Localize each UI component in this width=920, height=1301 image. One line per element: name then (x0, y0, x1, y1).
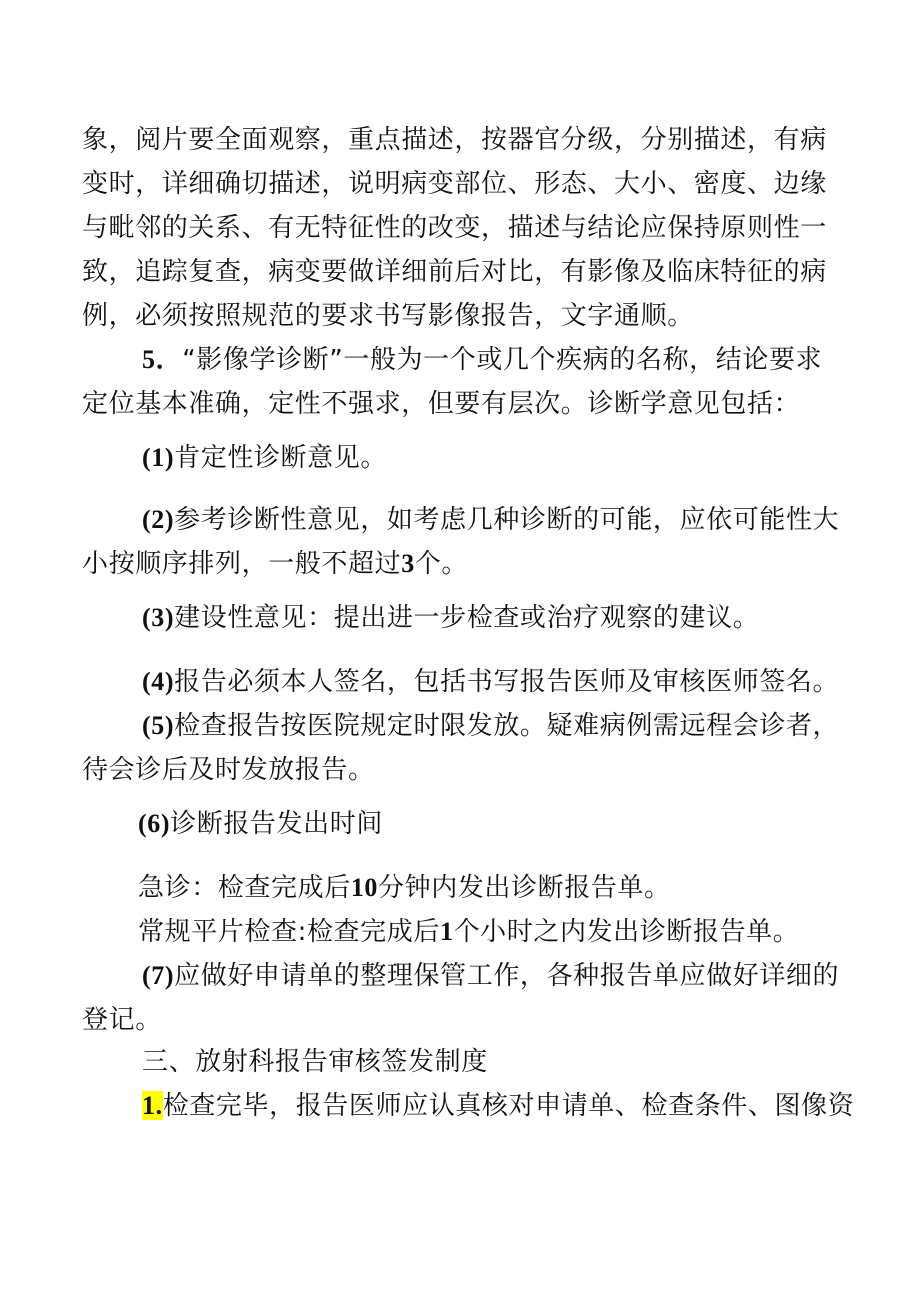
sub-item-1-text: 肯定性诊断意见。 (174, 443, 387, 473)
emergency-minutes: 10 (350, 873, 379, 902)
sub-item-5-line-1 (142, 708, 839, 744)
sub-item-1 (142, 440, 387, 476)
routine-hours: 1 (439, 917, 454, 946)
sub-item-7-number: (7) (142, 961, 175, 990)
emergency-time (138, 870, 671, 906)
sub-item-7-line-1 (142, 958, 839, 994)
item-5-text: “影像学诊断”一般为一个或几个疾病的名称，结论要求 (182, 345, 823, 375)
sub-item-6 (138, 806, 383, 842)
routine-time (138, 914, 799, 950)
sub-item-3-number: (3) (142, 603, 175, 632)
continuation-line-4: 致，追踪复查，病变要做详细前后对比，有影像及临床特征的病 (82, 257, 827, 287)
section-3-item-1-number: 1. (142, 1091, 163, 1120)
continuation-line-3: 与毗邻的关系、有无特征性的改变，描述与结论应保持原则性一 (82, 213, 827, 243)
sub-item-6-text: 诊断报告发出时间 (170, 809, 383, 839)
sub-item-6-number: (6) (138, 809, 171, 838)
sub-item-2-line-2-post: 个。 (414, 549, 469, 579)
sub-item-7-text: 应做好申请单的整理保管工作，各种报告单应做好详细的 (174, 961, 840, 991)
sub-item-5-text: 检查报告按医院规定时限发放。疑难病例需远程会诊者， (174, 711, 840, 741)
item-5-line-1 (142, 342, 822, 378)
sub-item-4 (142, 664, 839, 700)
routine-time-post: 个小时之内发出诊断报告单。 (453, 917, 800, 947)
sub-item-3-text: 建设性意见：提出进一步检查或治疗观察的建议。 (174, 603, 760, 633)
sub-item-4-number: (4) (142, 667, 175, 696)
sub-item-5-line-2: 待会诊后及时发放报告。 (82, 755, 375, 785)
sub-item-1-number: (1) (142, 443, 175, 472)
item-5-number: 5． (142, 345, 183, 374)
sub-item-2-number: (2) (142, 505, 175, 534)
routine-time-pre: 常规平片检查:检查完成后 (138, 917, 440, 947)
sub-item-3 (142, 600, 759, 636)
section-3-heading: 三、放射科报告审核签发制度 (142, 1047, 488, 1077)
sub-item-2-text: 参考诊断性意见，如考虑几种诊断的可能，应依可能性大 (174, 505, 840, 535)
sub-item-2-line-1 (142, 502, 839, 538)
continuation-line-2: 变时，详细确切描述，说明病变部位、形态、大小、密度、边缘 (82, 169, 827, 199)
section-3-item-1-text: 检查完毕，报告医师应认真核对申请单、检查条件、图像资 (162, 1091, 855, 1121)
sub-item-2-line-2-pre: 小按顺序排列，一般不超过 (82, 549, 402, 579)
sub-item-5-number: (5) (142, 711, 175, 740)
sub-item-2-count: 3 (401, 549, 415, 578)
sub-item-4-text: 报告必须本人签名，包括书写报告医师及审核医师签名。 (174, 667, 840, 697)
emergency-time-post: 分钟内发出诊断报告单。 (378, 873, 671, 903)
emergency-time-pre: 急诊：检查完成后 (138, 873, 351, 903)
continuation-line-1: 象，阅片要全面观察，重点描述，按器官分级，分别描述，有病 (82, 125, 827, 155)
section-3-item-1 (142, 1088, 854, 1124)
sub-item-2-line-2 (82, 546, 468, 582)
continuation-line-5: 例，必须按照规范的要求书写影像报告，文字通顺。 (82, 301, 694, 331)
sub-item-7-line-2: 登记。 (82, 1005, 162, 1035)
item-5-line-2: 定位基本准确，定性不强求，但要有层次。诊断学意见包括： (82, 389, 801, 419)
